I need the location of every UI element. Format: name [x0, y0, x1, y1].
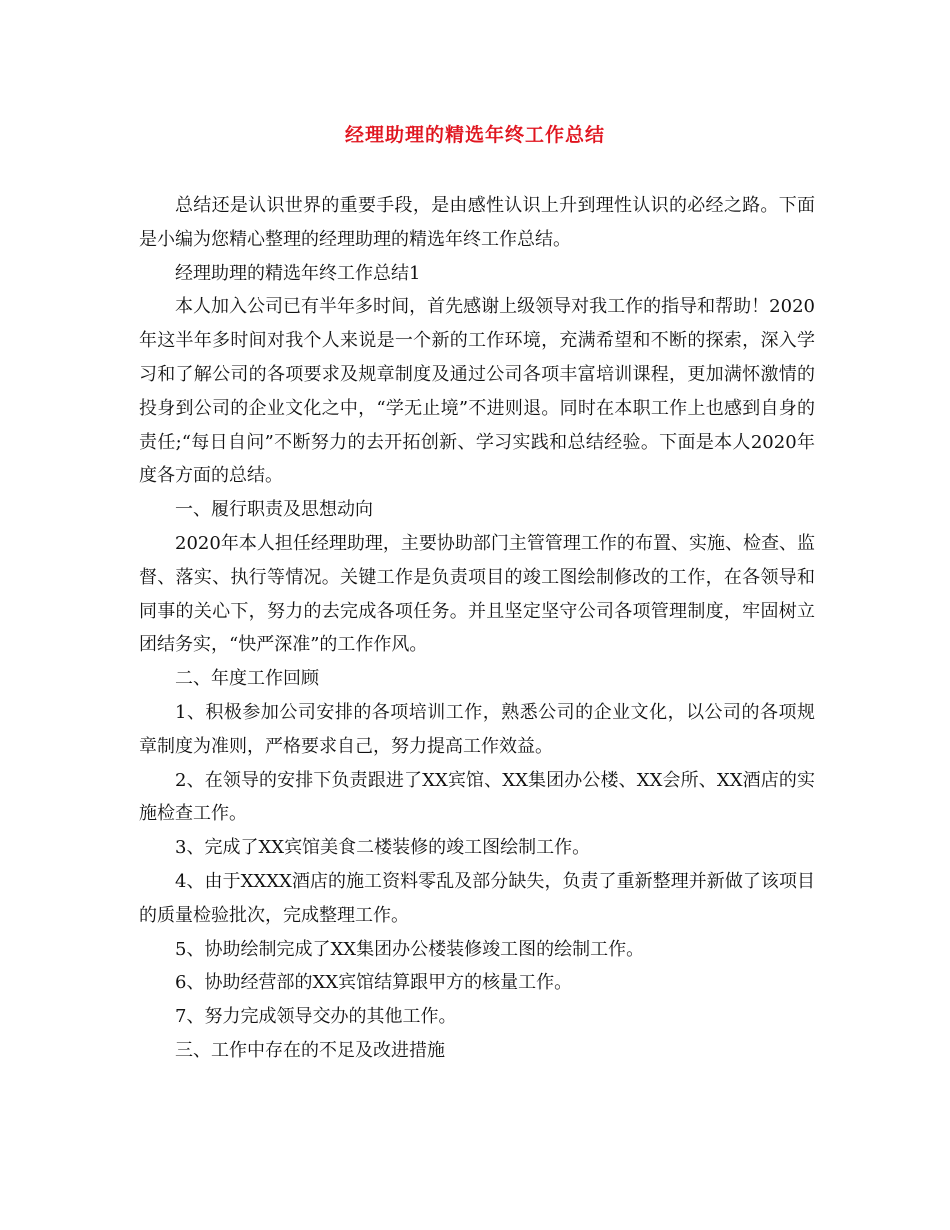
paragraph-intro: 总结还是认识世界的重要手段，是由感性认识上升到理性认识的必经之路。下面是小编为您精心整理的经理助理的精选年终工作总结。 — [139, 195, 815, 250]
document-body — [139, 189, 815, 1068]
list-item-1: 1、积极参加公司安排的各项培训工作，熟悉公司的企业文化，以公司的各项规章制度为准则，严格要求自己，努力提高工作效益。 — [139, 701, 815, 757]
list-item-6: 6、协助经营部的XX宾馆结算跟甲方的核量工作。 — [175, 972, 573, 994]
list-item-2: 2、在领导的安排下负责跟进了XX宾馆、XX集团办公楼、XX会所、XX酒店的实施检查工作。 — [139, 769, 815, 825]
heading-shortcomings: 三、工作中存在的不足及改进措施 — [175, 1039, 445, 1061]
document-title: 经理助理的精选年终工作总结 — [344, 124, 605, 146]
list-item-5: 5、协助绘制完成了XX集团办公楼装修竣工图的绘制工作。 — [175, 938, 645, 960]
list-item-3: 3、完成了XX宾馆美食二楼装修的竣工图绘制工作。 — [175, 837, 591, 859]
list-item-4: 4、由于XXXX酒店的施工资料零乱及部分缺失，负责了重新整理并新做了该项目的质量检验批次，完成整理工作。 — [139, 870, 815, 926]
heading-annual-review: 二、年度工作回顾 — [175, 668, 319, 690]
paragraph-section-heading-1: 经理助理的精选年终工作总结1 — [175, 262, 421, 284]
paragraph-self-intro: 本人加入公司已有半年多时间，首先感谢上级领导对我工作的指导和帮助！2020年这半年多时间对我个人来说是一个新的工作环境，充满希望和不断的探索，深入学习和了解公司的各项要求及规章制度及通过公司各项丰富培训课程，更加满怀激情的投身到公司的企业文化之中，“学无止境”不进则退。同时在本职工作上也感到自身的责任;“每日自问”不断努力的去开拓创新、学习实践和总结经验。下面是本人2020年度各方面的总结。 — [139, 296, 815, 487]
paragraph-duties: 2020年本人担任经理助理，主要协助部门主管管理工作的布置、实施、检查、监督、落实、执行等情况。关键工作是负责项目的竣工图绘制修改的工作，在各领导和同事的关心下，努力的去完成各项任务。并且坚定坚守公司各项管理制度，牢固树立团结务实，“快严深准”的工作作风。 — [139, 532, 815, 656]
heading-duties: 一、履行职责及思想动向 — [175, 499, 373, 521]
list-item-7: 7、努力完成领导交办的其他工作。 — [175, 1006, 457, 1028]
